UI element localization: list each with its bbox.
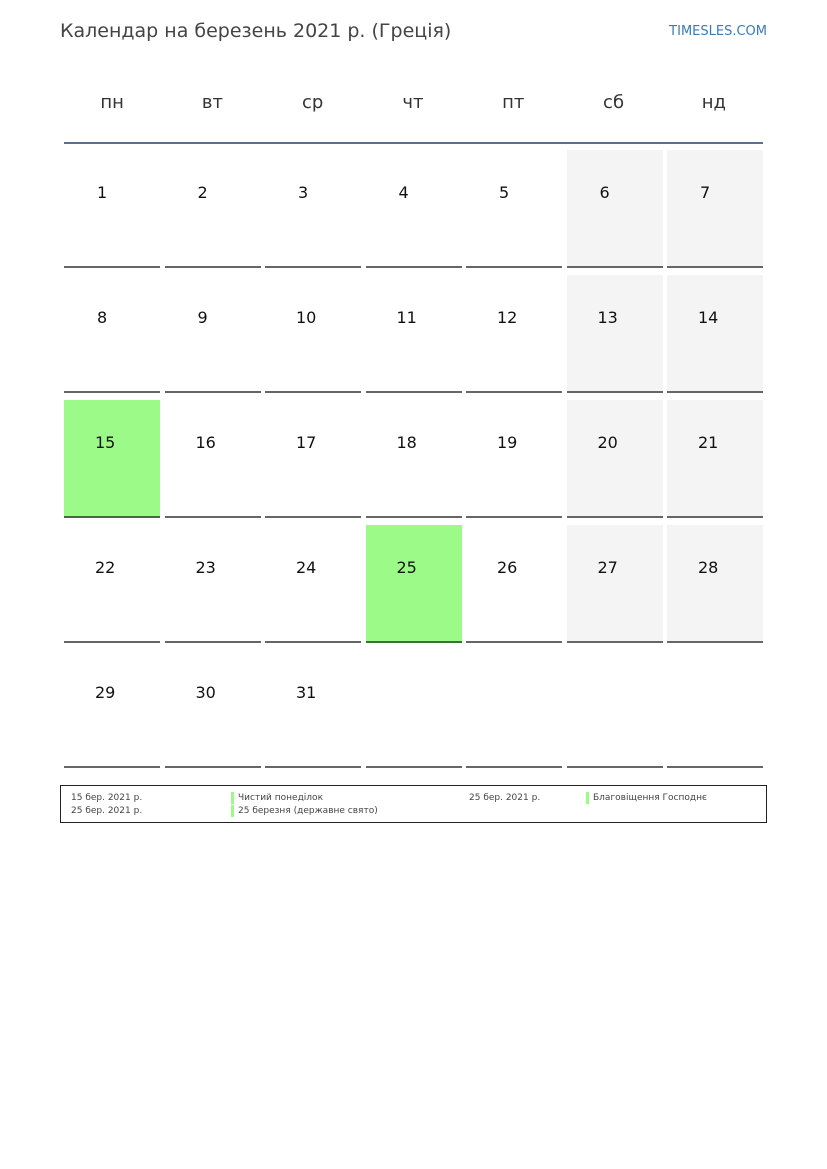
day-cell: [366, 150, 462, 268]
day-number: 19: [497, 433, 518, 452]
day-number: 9: [197, 308, 208, 327]
day-cell: [165, 400, 261, 518]
day-number: 13: [597, 308, 618, 327]
day-cell: [64, 525, 160, 643]
day-number: 25: [396, 558, 417, 577]
day-cell: [265, 150, 361, 268]
day-cell: [567, 650, 663, 768]
day-cell: [64, 400, 160, 518]
day-cell: [667, 275, 763, 393]
day-cell: [466, 525, 562, 643]
day-cell: [165, 150, 261, 268]
weekday-label: чт: [402, 92, 424, 113]
day-number: 26: [497, 558, 518, 577]
weekday-label: сб: [603, 92, 625, 113]
day-number: 14: [698, 308, 719, 327]
legend-holiday-name: Чистий понеділок: [231, 792, 323, 804]
day-cell: [265, 525, 361, 643]
legend-item: [71, 805, 461, 817]
day-number: 31: [296, 683, 317, 702]
day-cell: [667, 150, 763, 268]
day-cell: [466, 400, 562, 518]
day-number: 21: [698, 433, 719, 452]
day-cell: [366, 275, 462, 393]
legend-item: [71, 792, 461, 804]
calendar-title: Календар на березень 2021 р. (Греція): [60, 20, 452, 42]
day-number: 12: [497, 308, 518, 327]
day-number: 3: [298, 183, 309, 202]
day-number: 8: [97, 308, 108, 327]
day-number: 15: [95, 433, 116, 452]
day-number: 17: [296, 433, 317, 452]
day-cell: [64, 150, 160, 268]
day-cell: [165, 650, 261, 768]
day-cell: [64, 650, 160, 768]
brand-link[interactable]: TIMESLES.COM: [669, 24, 767, 39]
weekday-label: вт: [201, 92, 223, 113]
day-number: 5: [499, 183, 510, 202]
day-number: 10: [296, 308, 317, 327]
day-number: 11: [396, 308, 417, 327]
day-cell: [366, 650, 462, 768]
day-number: 23: [195, 558, 216, 577]
day-cell: [667, 650, 763, 768]
legend-date: 25 бер. 2021 р.: [469, 793, 541, 803]
weekday-label: нд: [701, 92, 726, 113]
day-cell: [466, 275, 562, 393]
day-number: 7: [700, 183, 711, 202]
legend-date: 15 бер. 2021 р.: [71, 793, 143, 803]
day-cell: [466, 150, 562, 268]
legend-item: [469, 792, 759, 804]
day-number: 28: [698, 558, 719, 577]
day-number: 2: [197, 183, 208, 202]
legend-holiday-name: 25 березня (державне свято): [231, 805, 378, 817]
day-cell: [567, 400, 663, 518]
weekday-label: пт: [502, 92, 525, 113]
day-cell: [265, 400, 361, 518]
day-number: 24: [296, 558, 317, 577]
day-cell: [165, 525, 261, 643]
day-cell: [567, 275, 663, 393]
weekday-header-row: [62, 92, 764, 113]
day-cell: [165, 275, 261, 393]
day-number: 20: [597, 433, 618, 452]
day-number: 6: [599, 183, 610, 202]
day-cell: [265, 650, 361, 768]
weekday-label: пн: [100, 92, 124, 113]
day-number: 29: [95, 683, 116, 702]
day-number: 4: [398, 183, 409, 202]
day-number: 22: [95, 558, 116, 577]
day-cell: [366, 525, 462, 643]
day-cell: [265, 275, 361, 393]
holiday-legend: [60, 785, 767, 823]
header-divider: [64, 142, 763, 144]
day-cell: [567, 150, 663, 268]
day-cell: [667, 525, 763, 643]
weekday-label: ср: [302, 92, 324, 113]
day-cell: [466, 650, 562, 768]
day-number: 18: [396, 433, 417, 452]
day-number: 27: [597, 558, 618, 577]
day-cell: [567, 525, 663, 643]
legend-date: 25 бер. 2021 р.: [71, 806, 143, 816]
day-cell: [366, 400, 462, 518]
day-number: 30: [195, 683, 216, 702]
day-cell: [64, 275, 160, 393]
day-number: 1: [97, 183, 108, 202]
day-cell: [667, 400, 763, 518]
day-number: 16: [195, 433, 216, 452]
legend-holiday-name: Благовіщення Господнє: [586, 792, 707, 804]
